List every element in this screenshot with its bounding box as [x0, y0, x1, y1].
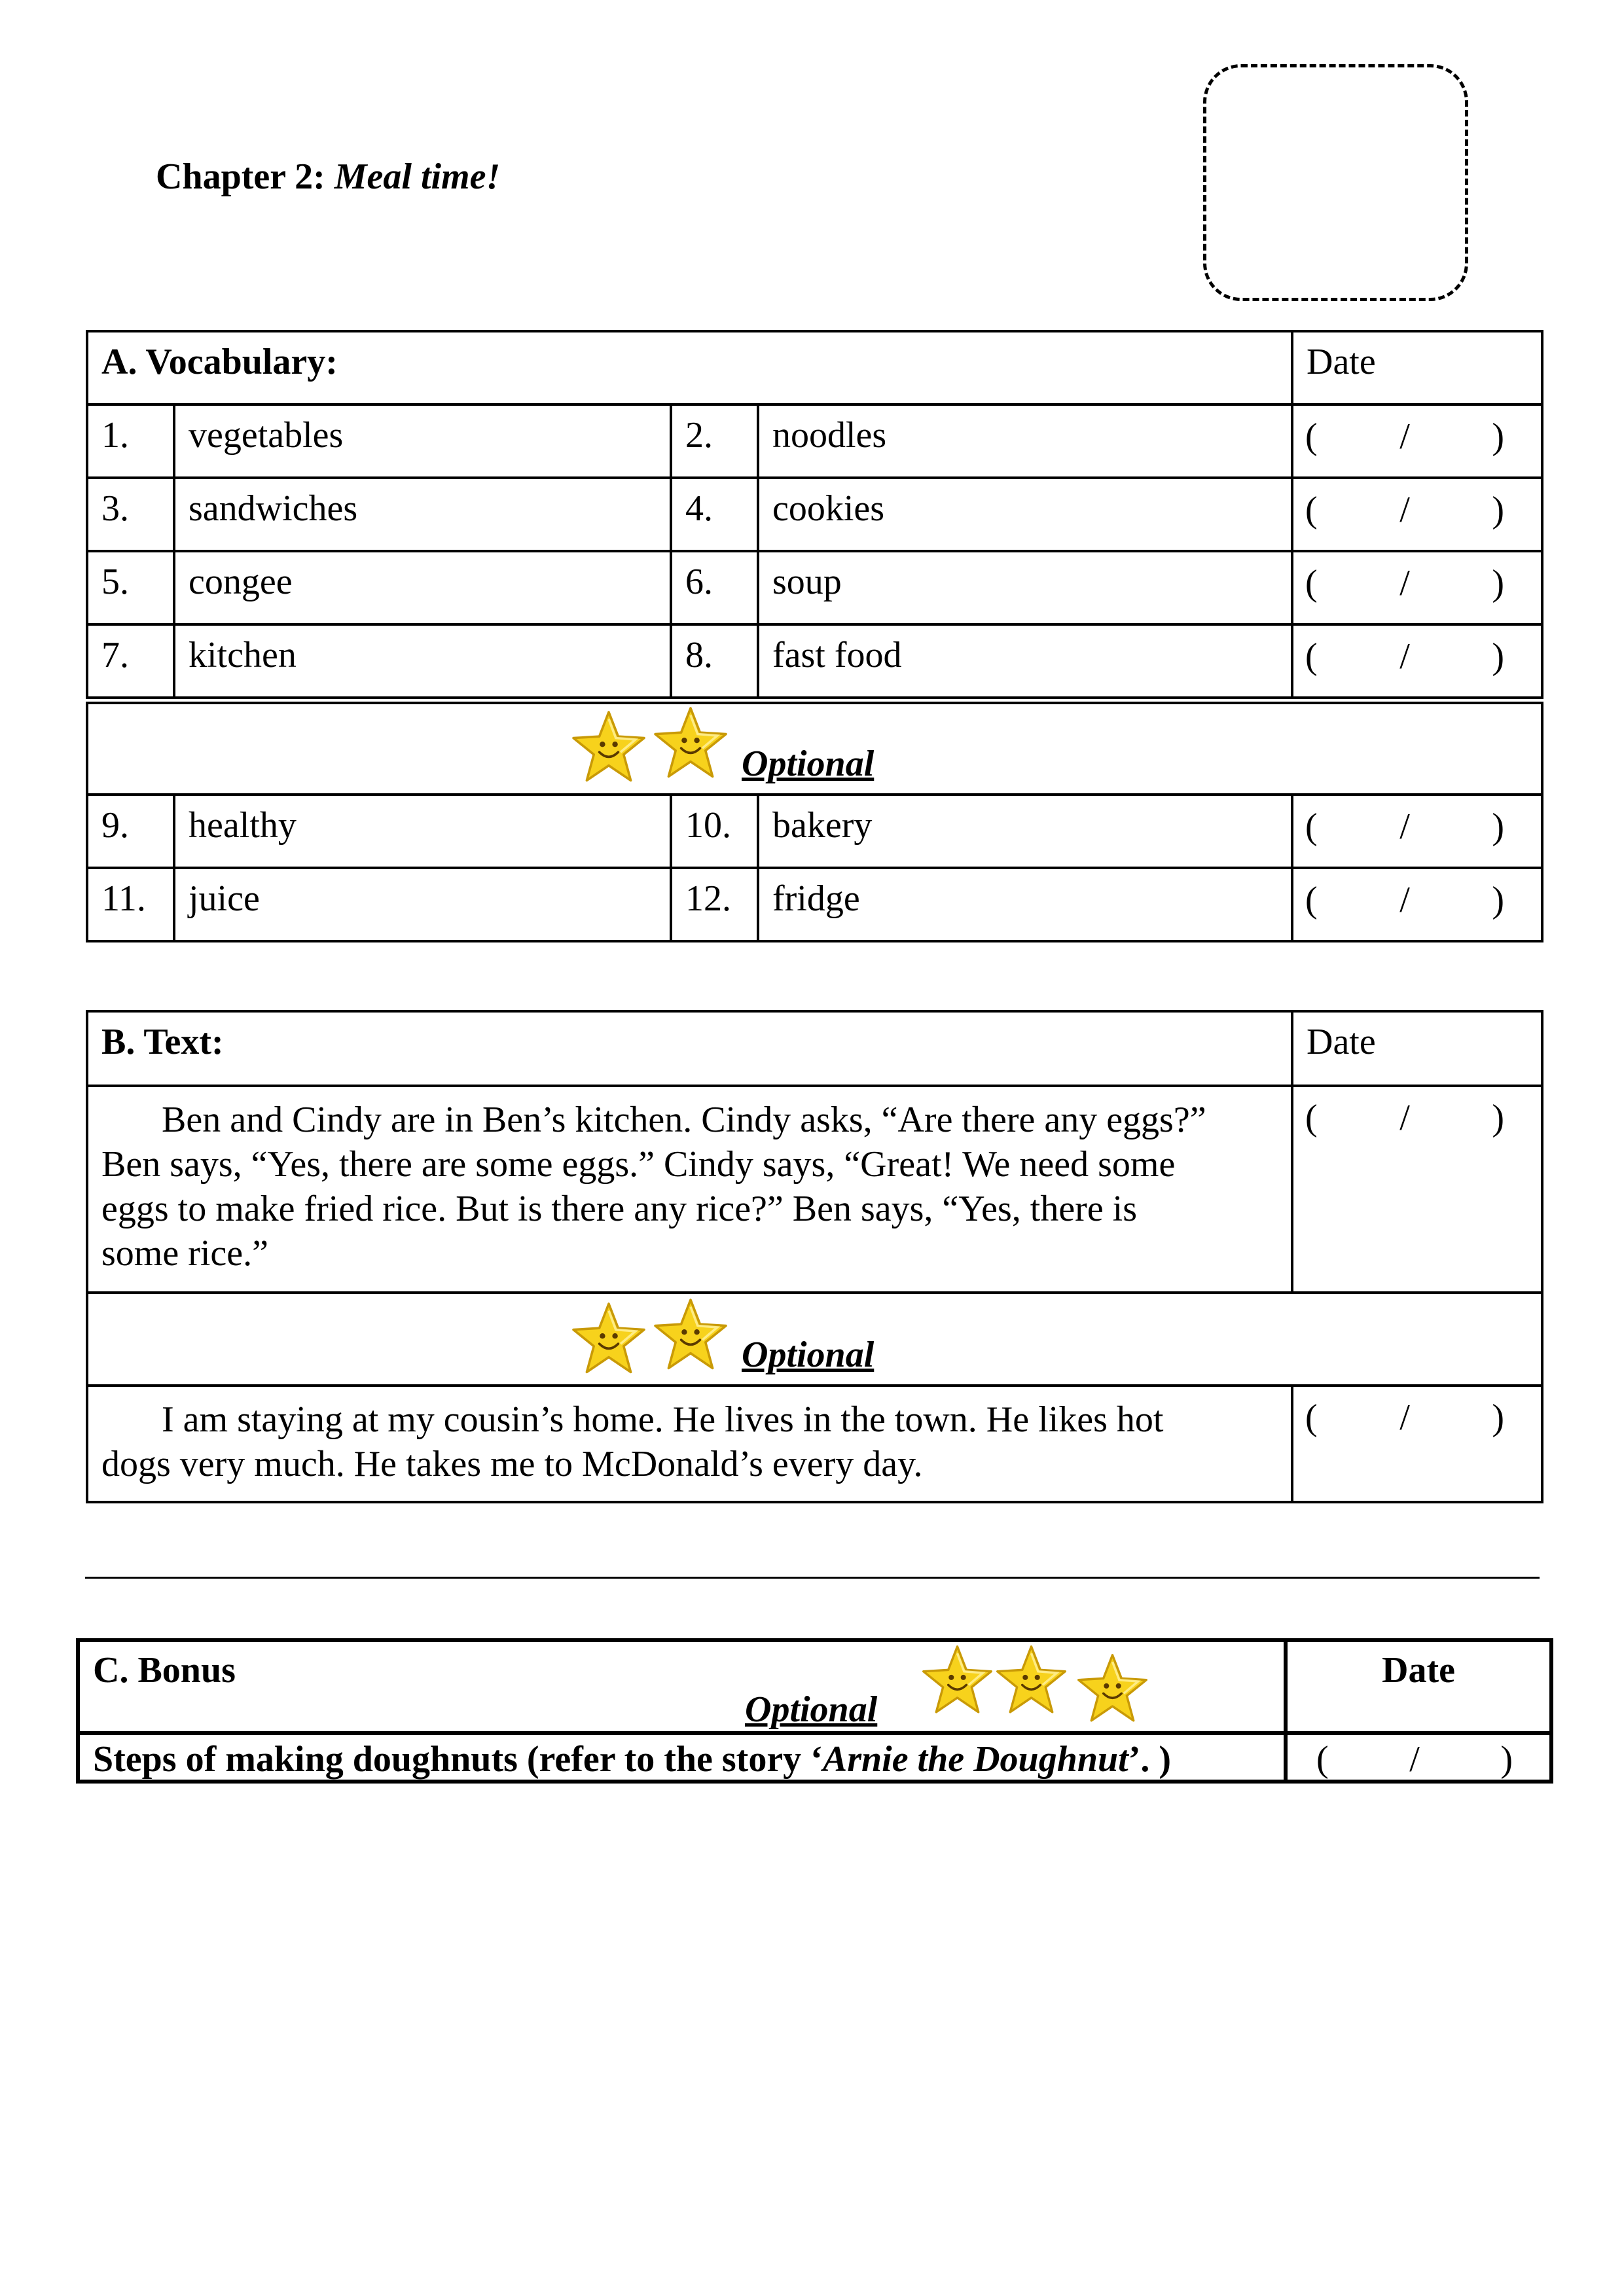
vocab-number-text: 4. [685, 488, 713, 529]
bonus-task-title: Arnie the Doughnut [822, 1739, 1128, 1780]
date-open: ( [1305, 880, 1318, 920]
vocab-number [670, 867, 759, 942]
bonus-optional-label: Optional [745, 1689, 878, 1730]
date-open: ( [1305, 563, 1318, 603]
text-optional-passage [86, 1384, 1293, 1503]
vocab-number-text: 5. [101, 562, 129, 602]
chapter-subtitle: Meal time! [334, 156, 501, 197]
vocab-word-text: vegetables [189, 415, 344, 456]
date-open: ( [1305, 1397, 1318, 1438]
bonus-task-prefix: Steps of making doughnuts (refer to the story ‘ [93, 1739, 823, 1780]
smiley-star-icon [994, 1643, 1069, 1718]
vocab-word [173, 403, 672, 479]
vocab-word-text: fast food [772, 635, 902, 675]
smiley-star-icon [920, 1643, 995, 1718]
text-heading [86, 1010, 1293, 1087]
vocab-word [173, 476, 672, 552]
passage-line: eggs to make fried rice. But is there any rice?” Ben says, “Yes, there is [101, 1189, 1138, 1229]
text-optional-label: Optional [742, 1335, 875, 1375]
date-slash: / [1399, 563, 1410, 603]
vocab-word [757, 867, 1293, 942]
vocab-number [670, 623, 759, 699]
date-slash: / [1399, 490, 1410, 530]
vocabulary-heading-text: A. Vocabulary: [101, 342, 338, 382]
stamp-box [1203, 64, 1468, 301]
smiley-star-icon [651, 1296, 730, 1374]
vocab-number-text: 11. [101, 878, 146, 919]
text-optional-date-entry[interactable] [1291, 1384, 1543, 1503]
vocab-word-text: noodles [772, 415, 887, 456]
bonus-date-entry[interactable] [1284, 1731, 1553, 1784]
date-close: ) [1492, 490, 1504, 530]
vocab-word-text: congee [189, 562, 293, 602]
passage-line: I am staying at my cousin’s home. He lives in the town. He likes hot [162, 1399, 1164, 1440]
date-close: ) [1492, 1397, 1504, 1438]
vocab-word [173, 550, 672, 626]
date-close: ) [1492, 416, 1504, 457]
bonus-heading-text: C. Bonus [93, 1650, 236, 1691]
vocab-date-entry[interactable] [1291, 476, 1543, 552]
date-open: ( [1305, 490, 1318, 530]
vocab-number [86, 403, 175, 479]
vocab-word [757, 623, 1293, 699]
passage-line: dogs very much. He takes me to McDonald’s every day. [101, 1444, 923, 1484]
vocab-word [173, 867, 672, 942]
bonus-date-header [1284, 1638, 1553, 1735]
smiley-star-icon [1075, 1651, 1150, 1727]
date-slash: / [1399, 880, 1410, 920]
vocab-number-text: 3. [101, 488, 129, 529]
vocab-number [86, 867, 175, 942]
vocab-number [86, 793, 175, 869]
smiley-star-icon [569, 708, 648, 787]
vocab-number-text: 12. [685, 878, 731, 919]
passage-line: Ben and Cindy are in Ben’s kitchen. Cindy asks, “Are there any eggs?” [162, 1100, 1206, 1140]
vocab-number-text: 9. [101, 805, 129, 846]
date-close: ) [1492, 636, 1504, 677]
vocabulary-optional-label: Optional [742, 744, 875, 784]
date-header-text: Date [1382, 1650, 1455, 1691]
vocab-word-text: sandwiches [189, 488, 358, 529]
vocab-word-text: fridge [772, 878, 860, 919]
vocab-word [173, 623, 672, 699]
date-close: ) [1500, 1739, 1513, 1780]
vocab-number [86, 476, 175, 552]
vocab-word-text: cookies [772, 488, 885, 529]
passage-line: some rice.” [101, 1233, 268, 1274]
vocab-word-text: juice [189, 878, 260, 919]
vocab-word [757, 550, 1293, 626]
vocab-number [670, 476, 759, 552]
vocab-date-entry[interactable] [1291, 623, 1543, 699]
vocab-word-text: healthy [189, 805, 297, 846]
vocab-date-entry[interactable] [1291, 403, 1543, 479]
text-date-entry[interactable] [1291, 1085, 1543, 1294]
vocab-date-entry[interactable] [1291, 550, 1543, 626]
bonus-task [76, 1731, 1288, 1784]
vocabulary-date-header [1291, 330, 1543, 406]
vocab-word-text: bakery [772, 805, 873, 846]
vocab-number-text: 2. [685, 415, 713, 456]
vocab-word-text: soup [772, 562, 842, 602]
chapter-title [156, 156, 500, 198]
date-slash: / [1399, 416, 1410, 457]
date-open: ( [1316, 1739, 1329, 1780]
date-close: ) [1492, 806, 1504, 847]
vocab-number [670, 550, 759, 626]
vocab-number [86, 623, 175, 699]
vocab-date-entry[interactable] [1291, 793, 1543, 869]
vocab-number-text: 10. [685, 805, 731, 846]
vocab-number-text: 1. [101, 415, 129, 456]
date-close: ) [1492, 880, 1504, 920]
bonus-task-suffix: ’. ) [1128, 1739, 1171, 1780]
date-open: ( [1305, 806, 1318, 847]
vocab-date-entry[interactable] [1291, 867, 1543, 942]
date-header-text: Date [1307, 342, 1376, 382]
smiley-star-icon [569, 1300, 648, 1378]
vocab-number-text: 6. [685, 562, 713, 602]
smiley-star-icon [651, 704, 730, 783]
date-header-text: Date [1307, 1022, 1376, 1062]
date-slash: / [1399, 636, 1410, 677]
vocab-number-text: 8. [685, 635, 713, 675]
vocab-word-text: kitchen [189, 635, 297, 675]
text-heading-text: B. Text: [101, 1022, 224, 1062]
date-slash: / [1399, 806, 1410, 847]
vocab-number [86, 550, 175, 626]
date-close: ) [1492, 563, 1504, 603]
vocab-word [757, 476, 1293, 552]
date-slash: / [1409, 1739, 1420, 1780]
date-close: ) [1492, 1098, 1504, 1138]
date-open: ( [1305, 1098, 1318, 1138]
vocab-word [757, 793, 1293, 869]
text-date-header [1291, 1010, 1543, 1087]
vocab-number-text: 7. [101, 635, 129, 675]
text-passage [86, 1085, 1293, 1294]
date-open: ( [1305, 636, 1318, 677]
vocab-number [670, 793, 759, 869]
vocab-word [757, 403, 1293, 479]
passage-line: Ben says, “Yes, there are some eggs.” Cindy says, “Great! We need some [101, 1144, 1176, 1185]
date-slash: / [1399, 1098, 1410, 1138]
vocabulary-heading [86, 330, 1293, 406]
section-divider [85, 1577, 1540, 1579]
date-open: ( [1305, 416, 1318, 457]
chapter-label: Chapter 2: [156, 156, 325, 197]
vocab-word [173, 793, 672, 869]
date-slash: / [1399, 1397, 1410, 1438]
vocab-number [670, 403, 759, 479]
